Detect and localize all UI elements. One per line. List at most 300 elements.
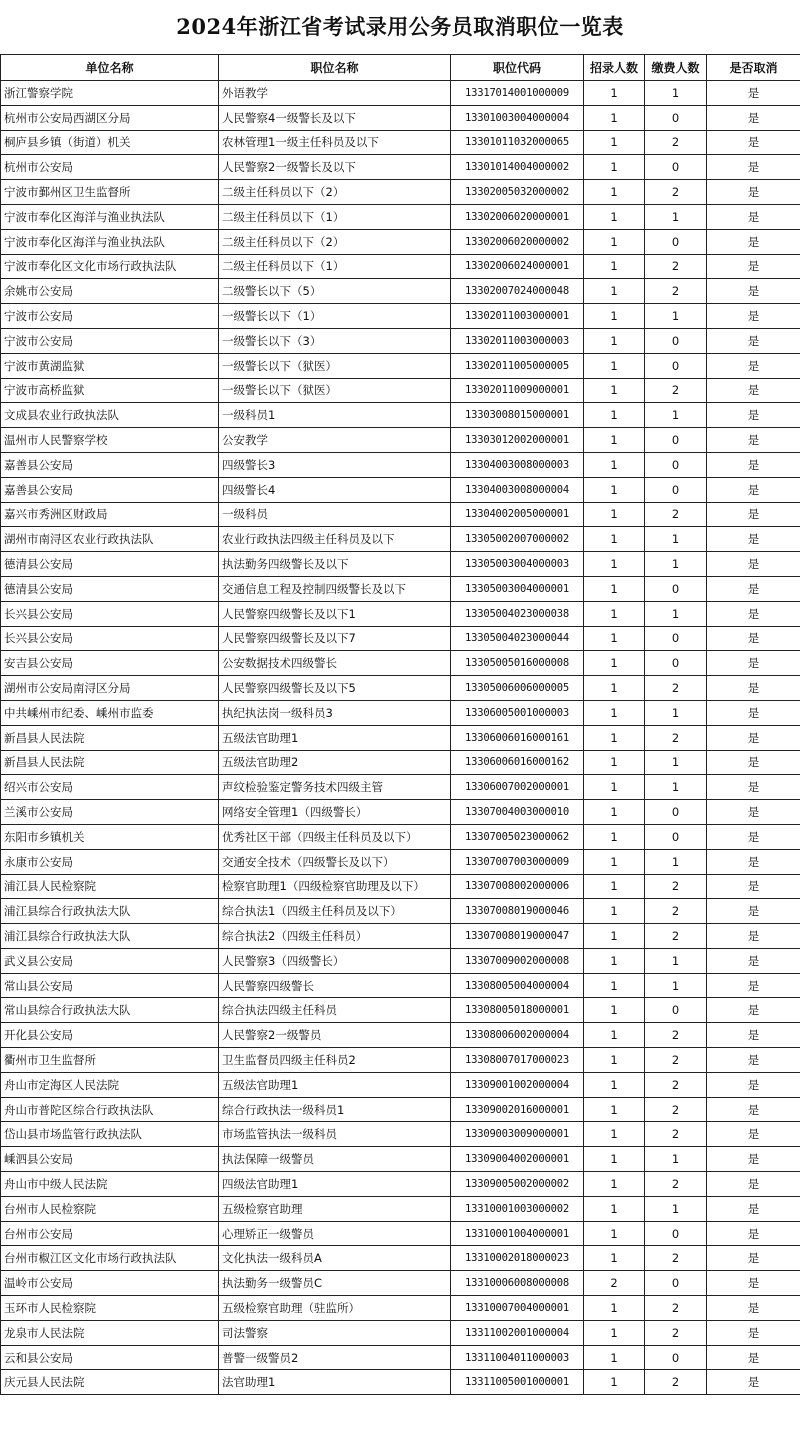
cell-recruit-count: 1	[584, 1023, 645, 1048]
cell-paid-count: 0	[645, 328, 707, 353]
table-row	[1, 1147, 800, 1172]
cell-paid-count: 0	[645, 1345, 707, 1370]
cell-cancelled: 是	[707, 378, 800, 403]
cell-recruit-count: 1	[584, 626, 645, 651]
cell-cancelled: 是	[707, 750, 800, 775]
cell-paid-count: 2	[645, 1122, 707, 1147]
cell-recruit-count: 1	[584, 155, 645, 180]
cell-paid-count: 0	[645, 452, 707, 477]
cell-recruit-count: 1	[584, 576, 645, 601]
cell-position-name: 市场监管执法一级科员	[219, 1122, 451, 1147]
cell-position-name: 执法保障一级警员	[219, 1147, 451, 1172]
cell-cancelled: 是	[707, 874, 800, 899]
cell-cancelled: 是	[707, 775, 800, 800]
cell-recruit-count: 1	[584, 924, 645, 949]
cell-paid-count: 1	[645, 527, 707, 552]
cell-unit-name: 桐庐县乡镇（街道）机关	[1, 130, 219, 155]
table-row	[1, 1072, 800, 1097]
cell-position-name: 一级科员1	[219, 403, 451, 428]
cell-recruit-count: 1	[584, 279, 645, 304]
cell-cancelled: 是	[707, 948, 800, 973]
table-row	[1, 800, 800, 825]
cell-position-name: 声纹检验鉴定警务技术四级主管	[219, 775, 451, 800]
cell-cancelled: 是	[707, 527, 800, 552]
table-row	[1, 1048, 800, 1073]
cell-cancelled: 是	[707, 155, 800, 180]
cell-recruit-count: 2	[584, 1271, 645, 1296]
cell-recruit-count: 1	[584, 204, 645, 229]
cell-position-name: 综合执法2（四级主任科员）	[219, 924, 451, 949]
cell-unit-name: 杭州市公安局	[1, 155, 219, 180]
cell-position-code: 13305003004000001	[451, 576, 584, 601]
cell-unit-name: 宁波市奉化区海洋与渔业执法队	[1, 229, 219, 254]
cell-unit-name: 绍兴市公安局	[1, 775, 219, 800]
cell-position-code: 13305005016000008	[451, 651, 584, 676]
cell-paid-count: 2	[645, 676, 707, 701]
cell-cancelled: 是	[707, 626, 800, 651]
cell-cancelled: 是	[707, 924, 800, 949]
cell-position-name: 交通信息工程及控制四级警长及以下	[219, 576, 451, 601]
cell-position-name: 综合执法四级主任科员	[219, 998, 451, 1023]
cell-recruit-count: 1	[584, 180, 645, 205]
cell-position-code: 13307004003000010	[451, 800, 584, 825]
table-row	[1, 973, 800, 998]
cell-recruit-count: 1	[584, 1320, 645, 1345]
cell-position-code: 13307009002000008	[451, 948, 584, 973]
table-row	[1, 502, 800, 527]
cell-position-code: 13302011009000001	[451, 378, 584, 403]
cell-recruit-count: 1	[584, 1221, 645, 1246]
table-row	[1, 527, 800, 552]
cell-cancelled: 是	[707, 800, 800, 825]
cell-unit-name: 文成县农业行政执法队	[1, 403, 219, 428]
cell-paid-count: 2	[645, 279, 707, 304]
cell-position-code: 13301011032000065	[451, 130, 584, 155]
cell-unit-name: 宁波市公安局	[1, 328, 219, 353]
table-row	[1, 700, 800, 725]
table-row	[1, 576, 800, 601]
cell-recruit-count: 1	[584, 130, 645, 155]
cell-recruit-count: 1	[584, 1122, 645, 1147]
cell-cancelled: 是	[707, 651, 800, 676]
cell-position-name: 四级警长4	[219, 477, 451, 502]
cell-recruit-count: 1	[584, 304, 645, 329]
cell-recruit-count: 1	[584, 328, 645, 353]
cell-position-code: 13306005001000003	[451, 700, 584, 725]
cell-cancelled: 是	[707, 204, 800, 229]
table-row	[1, 924, 800, 949]
table-row	[1, 725, 800, 750]
table-row	[1, 378, 800, 403]
cell-unit-name: 杭州市公安局西湖区分局	[1, 105, 219, 130]
cell-paid-count: 0	[645, 824, 707, 849]
table-row	[1, 477, 800, 502]
cell-recruit-count: 1	[584, 948, 645, 973]
cell-position-code: 13302007024000048	[451, 279, 584, 304]
cell-position-code: 13302011005000005	[451, 353, 584, 378]
cell-position-code: 13311004011000003	[451, 1345, 584, 1370]
cell-unit-name: 常山县公安局	[1, 973, 219, 998]
cell-recruit-count: 1	[584, 700, 645, 725]
cell-position-code: 13311002001000004	[451, 1320, 584, 1345]
cell-recruit-count: 1	[584, 874, 645, 899]
cell-unit-name: 长兴县公安局	[1, 601, 219, 626]
cell-unit-name: 云和县公安局	[1, 1345, 219, 1370]
cell-unit-name: 新昌县人民法院	[1, 750, 219, 775]
cell-recruit-count: 1	[584, 1072, 645, 1097]
cell-position-code: 13308005018000001	[451, 998, 584, 1023]
cell-recruit-count: 1	[584, 428, 645, 453]
cell-position-code: 13305004023000044	[451, 626, 584, 651]
cell-position-code: 13304003008000004	[451, 477, 584, 502]
cell-recruit-count: 1	[584, 81, 645, 106]
cell-position-name: 人民警察2一级警长及以下	[219, 155, 451, 180]
table-row	[1, 328, 800, 353]
cell-position-name: 五级法官助理1	[219, 725, 451, 750]
cell-unit-name: 湖州市公安局南浔区分局	[1, 676, 219, 701]
cell-position-code: 13309004002000001	[451, 1147, 584, 1172]
cell-position-name: 一级警长以下（1）	[219, 304, 451, 329]
page-title: 2024年浙江省考试录用公务员取消职位一览表	[176, 14, 624, 39]
cell-position-code: 13304003008000003	[451, 452, 584, 477]
table-row	[1, 1097, 800, 1122]
cell-position-name: 一级科员	[219, 502, 451, 527]
cell-paid-count: 2	[645, 180, 707, 205]
cell-unit-name: 新昌县人民法院	[1, 725, 219, 750]
cell-position-name: 一级警长以下（3）	[219, 328, 451, 353]
cell-unit-name: 浦江县综合行政执法大队	[1, 899, 219, 924]
cell-position-code: 13309002016000001	[451, 1097, 584, 1122]
cell-cancelled: 是	[707, 576, 800, 601]
cell-position-name: 法官助理1	[219, 1370, 451, 1395]
cell-recruit-count: 1	[584, 1048, 645, 1073]
cell-position-name: 执法勤务四级警长及以下	[219, 552, 451, 577]
cell-cancelled: 是	[707, 676, 800, 701]
cell-position-code: 13301014004000002	[451, 155, 584, 180]
cell-unit-name: 温州市人民警察学校	[1, 428, 219, 453]
cell-paid-count: 2	[645, 1296, 707, 1321]
cell-paid-count: 0	[645, 105, 707, 130]
cell-cancelled: 是	[707, 1122, 800, 1147]
cell-recruit-count: 1	[584, 527, 645, 552]
cell-position-code: 13308007017000023	[451, 1048, 584, 1073]
table-row	[1, 81, 800, 106]
cell-position-code: 13307007003000009	[451, 849, 584, 874]
cell-unit-name: 舟山市中级人民法院	[1, 1172, 219, 1197]
cell-paid-count: 0	[645, 998, 707, 1023]
cell-unit-name: 安吉县公安局	[1, 651, 219, 676]
cell-paid-count: 2	[645, 1320, 707, 1345]
cell-recruit-count: 1	[584, 254, 645, 279]
cell-position-code: 13305003004000003	[451, 552, 584, 577]
cell-unit-name: 宁波市黄湖监狱	[1, 353, 219, 378]
cell-unit-name: 温岭市公安局	[1, 1271, 219, 1296]
cell-paid-count: 1	[645, 601, 707, 626]
cell-unit-name: 庆元县人民法院	[1, 1370, 219, 1395]
cell-paid-count: 1	[645, 81, 707, 106]
cell-unit-name: 嘉善县公安局	[1, 452, 219, 477]
cell-paid-count: 0	[645, 626, 707, 651]
cell-paid-count: 2	[645, 924, 707, 949]
table-row	[1, 824, 800, 849]
table-row	[1, 874, 800, 899]
table-row	[1, 1172, 800, 1197]
cell-cancelled: 是	[707, 229, 800, 254]
cell-position-name: 执法勤务一级警员C	[219, 1271, 451, 1296]
cell-position-name: 优秀社区干部（四级主任科员及以下）	[219, 824, 451, 849]
cell-unit-name: 开化县公安局	[1, 1023, 219, 1048]
cell-unit-name: 浦江县人民检察院	[1, 874, 219, 899]
table-row	[1, 552, 800, 577]
cell-position-name: 二级主任科员以下（1）	[219, 204, 451, 229]
cell-position-name: 农林管理1一级主任科员及以下	[219, 130, 451, 155]
cell-recruit-count: 1	[584, 1246, 645, 1271]
cell-paid-count: 0	[645, 428, 707, 453]
cell-position-code: 13308005004000004	[451, 973, 584, 998]
cell-position-name: 四级警长3	[219, 452, 451, 477]
cell-unit-name: 东阳市乡镇机关	[1, 824, 219, 849]
cell-paid-count: 2	[645, 1246, 707, 1271]
table-row	[1, 353, 800, 378]
cell-position-code: 13307008019000046	[451, 899, 584, 924]
cell-paid-count: 2	[645, 1023, 707, 1048]
cell-position-code: 13306006016000161	[451, 725, 584, 750]
cell-recruit-count: 1	[584, 1370, 645, 1395]
cell-position-code: 13309005002000002	[451, 1172, 584, 1197]
table-row	[1, 130, 800, 155]
cell-cancelled: 是	[707, 700, 800, 725]
table-row	[1, 1122, 800, 1147]
cell-paid-count: 0	[645, 477, 707, 502]
cell-position-name: 二级警长以下（5）	[219, 279, 451, 304]
cell-cancelled: 是	[707, 899, 800, 924]
cell-paid-count: 1	[645, 973, 707, 998]
cell-paid-count: 0	[645, 229, 707, 254]
cell-paid-count: 2	[645, 725, 707, 750]
cell-position-name: 人民警察四级警长及以下7	[219, 626, 451, 651]
cell-position-code: 13309001002000004	[451, 1072, 584, 1097]
cell-position-code: 13307008002000006	[451, 874, 584, 899]
cell-cancelled: 是	[707, 304, 800, 329]
cell-paid-count: 2	[645, 502, 707, 527]
cell-position-name: 人民警察四级警长及以下5	[219, 676, 451, 701]
cell-unit-name: 玉环市人民检察院	[1, 1296, 219, 1321]
table-row	[1, 1246, 800, 1271]
cell-unit-name: 中共嵊州市纪委、嵊州市监委	[1, 700, 219, 725]
cell-cancelled: 是	[707, 1097, 800, 1122]
cell-paid-count: 2	[645, 130, 707, 155]
table-header-row	[1, 55, 800, 81]
cell-paid-count: 1	[645, 1196, 707, 1221]
cell-position-code: 13303012002000001	[451, 428, 584, 453]
cell-unit-name: 台州市公安局	[1, 1221, 219, 1246]
cell-recruit-count: 1	[584, 1147, 645, 1172]
cell-recruit-count: 1	[584, 477, 645, 502]
cell-unit-name: 舟山市普陀区综合行政执法队	[1, 1097, 219, 1122]
cell-unit-name: 宁波市鄞州区卫生监督所	[1, 180, 219, 205]
cell-paid-count: 0	[645, 800, 707, 825]
cell-unit-name: 浦江县综合行政执法大队	[1, 924, 219, 949]
cell-unit-name: 嘉善县公安局	[1, 477, 219, 502]
cell-unit-name: 长兴县公安局	[1, 626, 219, 651]
cell-paid-count: 2	[645, 899, 707, 924]
cell-cancelled: 是	[707, 328, 800, 353]
cell-position-name: 心理矫正一级警员	[219, 1221, 451, 1246]
table-row	[1, 1296, 800, 1321]
cell-unit-name: 宁波市公安局	[1, 304, 219, 329]
header-position-code: 职位代码	[451, 55, 584, 81]
table-row	[1, 1221, 800, 1246]
cell-cancelled: 是	[707, 601, 800, 626]
cell-paid-count: 1	[645, 304, 707, 329]
cell-cancelled: 是	[707, 1172, 800, 1197]
cell-paid-count: 1	[645, 948, 707, 973]
table-row	[1, 849, 800, 874]
cell-cancelled: 是	[707, 1048, 800, 1073]
table-row	[1, 1023, 800, 1048]
cell-cancelled: 是	[707, 502, 800, 527]
cell-paid-count: 0	[645, 576, 707, 601]
table-row	[1, 1320, 800, 1345]
table-row	[1, 676, 800, 701]
cell-position-code: 13302011003000001	[451, 304, 584, 329]
cell-position-code: 13309003009000001	[451, 1122, 584, 1147]
cell-position-code: 13307008019000047	[451, 924, 584, 949]
cell-paid-count: 2	[645, 874, 707, 899]
cell-position-code: 13302006020000001	[451, 204, 584, 229]
cell-recruit-count: 1	[584, 1345, 645, 1370]
table-row	[1, 1370, 800, 1395]
cell-cancelled: 是	[707, 1296, 800, 1321]
cell-position-name: 农业行政执法四级主任科员及以下	[219, 527, 451, 552]
cell-position-name: 检察官助理1（四级检察官助理及以下）	[219, 874, 451, 899]
cell-cancelled: 是	[707, 1271, 800, 1296]
cell-paid-count: 2	[645, 254, 707, 279]
table-row	[1, 1345, 800, 1370]
cell-recruit-count: 1	[584, 998, 645, 1023]
cell-recruit-count: 1	[584, 452, 645, 477]
header-cancelled: 是否取消	[707, 55, 800, 81]
cell-position-code: 13304002005000001	[451, 502, 584, 527]
cell-position-name: 一级警长以下（狱医）	[219, 378, 451, 403]
cell-cancelled: 是	[707, 428, 800, 453]
cell-paid-count: 1	[645, 1147, 707, 1172]
cell-unit-name: 武义县公安局	[1, 948, 219, 973]
table-row	[1, 204, 800, 229]
cell-position-code: 13308006002000004	[451, 1023, 584, 1048]
cell-recruit-count: 1	[584, 105, 645, 130]
cell-cancelled: 是	[707, 1072, 800, 1097]
cell-position-name: 人民警察2一级警员	[219, 1023, 451, 1048]
cell-recruit-count: 1	[584, 899, 645, 924]
cell-paid-count: 2	[645, 1370, 707, 1395]
cell-position-name: 一级警长以下（狱医）	[219, 353, 451, 378]
cell-position-name: 二级主任科员以下（2）	[219, 180, 451, 205]
header-position-name: 职位名称	[219, 55, 451, 81]
cell-recruit-count: 1	[584, 378, 645, 403]
cell-position-code: 13305006006000005	[451, 676, 584, 701]
table-row	[1, 651, 800, 676]
cell-position-code: 13306006016000162	[451, 750, 584, 775]
cell-position-code: 13317014001000009	[451, 81, 584, 106]
cell-unit-name: 舟山市定海区人民法院	[1, 1072, 219, 1097]
table-row	[1, 229, 800, 254]
cell-cancelled: 是	[707, 1023, 800, 1048]
cell-position-code: 13307005023000062	[451, 824, 584, 849]
cell-cancelled: 是	[707, 849, 800, 874]
cell-paid-count: 2	[645, 1048, 707, 1073]
cell-unit-name: 嘉兴市秀洲区财政局	[1, 502, 219, 527]
cell-cancelled: 是	[707, 725, 800, 750]
cell-unit-name: 宁波市奉化区文化市场行政执法队	[1, 254, 219, 279]
cell-recruit-count: 1	[584, 725, 645, 750]
cell-position-name: 五级法官助理2	[219, 750, 451, 775]
cell-recruit-count: 1	[584, 229, 645, 254]
cell-recruit-count: 1	[584, 676, 645, 701]
cell-recruit-count: 1	[584, 601, 645, 626]
cell-position-code: 13305004023000038	[451, 601, 584, 626]
cell-position-name: 公安教学	[219, 428, 451, 453]
cell-position-name: 文化执法一级科员A	[219, 1246, 451, 1271]
cell-unit-name: 台州市人民检察院	[1, 1196, 219, 1221]
cell-paid-count: 0	[645, 1271, 707, 1296]
cell-paid-count: 0	[645, 651, 707, 676]
table-body	[1, 81, 800, 1395]
cell-paid-count: 1	[645, 700, 707, 725]
table-row	[1, 254, 800, 279]
cell-position-code: 13302011003000003	[451, 328, 584, 353]
cell-position-name: 普警一级警员2	[219, 1345, 451, 1370]
cell-cancelled: 是	[707, 552, 800, 577]
cell-recruit-count: 1	[584, 403, 645, 428]
cell-paid-count: 1	[645, 775, 707, 800]
cell-position-name: 交通安全技术（四级警长及以下）	[219, 849, 451, 874]
cell-paid-count: 1	[645, 204, 707, 229]
cell-cancelled: 是	[707, 279, 800, 304]
table-row	[1, 452, 800, 477]
header-paid-count: 缴费人数	[645, 55, 707, 81]
table-row	[1, 279, 800, 304]
cell-position-code: 13310007004000001	[451, 1296, 584, 1321]
cell-paid-count: 2	[645, 1072, 707, 1097]
cell-position-name: 二级主任科员以下（1）	[219, 254, 451, 279]
table-row	[1, 750, 800, 775]
cell-paid-count: 2	[645, 1172, 707, 1197]
cell-recruit-count: 1	[584, 1172, 645, 1197]
cell-paid-count: 2	[645, 378, 707, 403]
cell-recruit-count: 1	[584, 651, 645, 676]
cell-position-name: 网络安全管理1（四级警长）	[219, 800, 451, 825]
table-row	[1, 180, 800, 205]
table-row	[1, 403, 800, 428]
cell-position-name: 外语教学	[219, 81, 451, 106]
cell-unit-name: 德清县公安局	[1, 576, 219, 601]
cell-unit-name: 龙泉市人民法院	[1, 1320, 219, 1345]
table-row	[1, 899, 800, 924]
cell-cancelled: 是	[707, 105, 800, 130]
cell-position-name: 执纪执法岗一级科员3	[219, 700, 451, 725]
cell-position-code: 13310001004000001	[451, 1221, 584, 1246]
cell-unit-name: 湖州市南浔区农业行政执法队	[1, 527, 219, 552]
cell-recruit-count: 1	[584, 552, 645, 577]
cell-position-name: 卫生监督员四级主任科员2	[219, 1048, 451, 1073]
cell-position-name: 人民警察四级警长及以下1	[219, 601, 451, 626]
cell-cancelled: 是	[707, 477, 800, 502]
cancelled-positions-table	[0, 54, 800, 1395]
cell-position-name: 司法警察	[219, 1320, 451, 1345]
cell-position-code: 13310001003000002	[451, 1196, 584, 1221]
cell-recruit-count: 1	[584, 849, 645, 874]
